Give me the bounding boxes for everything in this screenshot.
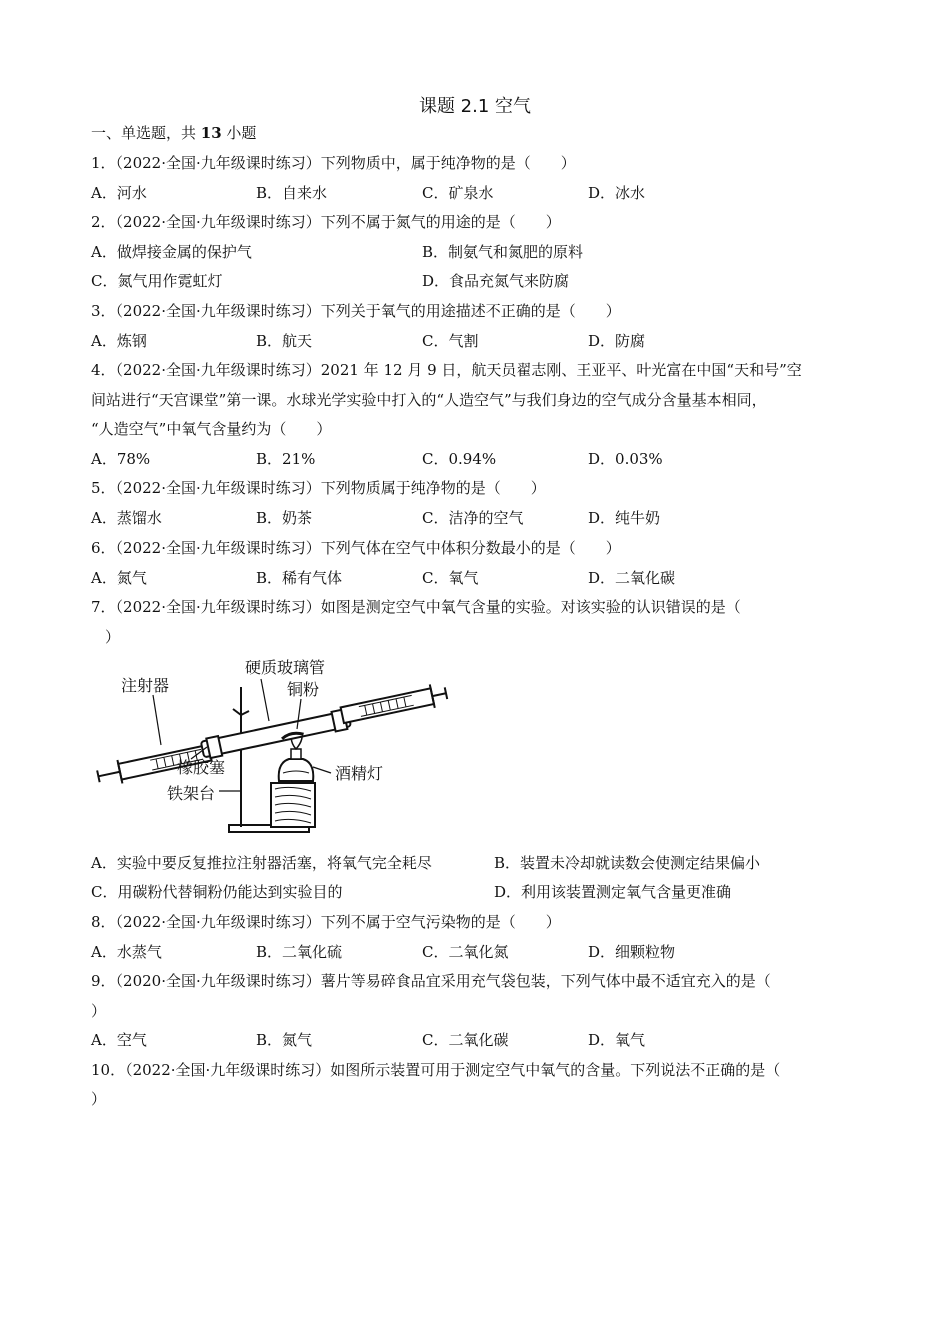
label-hard-glass-tube: 硬质玻璃管 [245, 658, 326, 677]
q7-option-c: C．用碳粉代替铜粉仍能达到实验目的 [91, 883, 343, 901]
q9-option-b: B．氮气 [256, 1031, 313, 1049]
q3-option-c: C．气割 [422, 332, 479, 350]
question-4-stem-line3: “人造空气”中氧气含量约为（ ） [91, 420, 332, 438]
leader-syringe [153, 695, 161, 745]
syringe-right [340, 681, 449, 727]
q6-option-a: A．氮气 [91, 569, 147, 587]
q8-option-d: D．细颗粒物 [588, 943, 676, 961]
question-2-stem: 2．（2022·全国·九年级课时练习）下列不属于氮气的用途的是（ ） [91, 213, 561, 231]
q4-option-c: C．0.94% [422, 450, 497, 468]
q5-option-c: C．洁净的空气 [422, 509, 524, 527]
label-iron-stand: 铁架台 [167, 784, 216, 803]
leader-lamp [313, 767, 331, 773]
question-10-stem-line1: 10．（2022·全国·九年级课时练习）如图所示装置可用于测定空气中氧气的含量。下列说法不正确的是（ [91, 1061, 781, 1079]
q6-option-d: D．二氧化碳 [588, 569, 676, 587]
question-4-stem-line1: 4．（2022·全国·九年级课时练习）2021 年 12 月 9 日，航天员翟志刚、王亚平、叶光富在中国“天和号”空 [91, 361, 802, 379]
question-4-stem-line2: 间站进行“天宫课堂”第一课。水球光学实验中打入的“人造空气”与我们身边的空气成分含量基本相同， [91, 391, 767, 409]
question-10-stem-line2: ） [91, 1090, 107, 1108]
q2-option-b: B．制氨气和氮肥的原料 [422, 243, 584, 261]
q1-option-b: B．自来水 [256, 184, 328, 202]
q6-option-b: B．稀有气体 [256, 569, 343, 587]
page-title: 课题 2.1 空气 [418, 96, 532, 117]
q2-option-a: A．做焊接金属的保护气 [91, 243, 252, 261]
section-prefix: 一、单选题，共 [91, 124, 201, 142]
q9-option-d: D．氧气 [588, 1031, 646, 1049]
question-5-stem: 5．（2022·全国·九年级课时练习）下列物质属于纯净物的是（ ） [91, 479, 546, 497]
q1-option-c: C．矿泉水 [422, 184, 494, 202]
q3-option-d: D．防腐 [588, 332, 646, 350]
section-count: 13 [200, 124, 222, 142]
q7-option-b: B．装置未冷却就读数会使测定结果偏小 [494, 854, 761, 872]
q5-option-b: B．奶茶 [256, 509, 313, 527]
label-rubber-stopper: 橡胶塞 [177, 758, 226, 777]
q5-option-d: D．纯牛奶 [588, 509, 661, 527]
alcohol-lamp-body [279, 759, 314, 781]
q8-option-a: A．水蒸气 [91, 943, 162, 961]
question-3-stem: 3．（2022·全国·九年级课时练习）下列关于氧气的用途描述不正确的是（ ） [91, 302, 621, 320]
q7-option-d: D．利用该装置测定氧气含量更准确 [494, 883, 732, 901]
q5-option-a: A．蒸馏水 [91, 509, 162, 527]
q4-option-a: A．78% [91, 450, 151, 468]
experiment-apparatus-figure [91, 655, 451, 845]
q1-option-d: D．冰水 [588, 184, 646, 202]
leader-tube [261, 679, 269, 721]
label-alcohol-lamp: 酒精灯 [335, 764, 384, 783]
section-heading [91, 122, 256, 144]
q8-option-c: C．二氧化氮 [422, 943, 509, 961]
q6-option-c: C．氧气 [422, 569, 479, 587]
question-9-stem-line1: 9．（2020·全国·九年级课时练习）薯片等易碎食品宜采用充气袋包装，下列气体中最不适宜充入的是（ [91, 972, 771, 990]
q1-option-a: A．河水 [91, 184, 147, 202]
question-1-stem: 1．（2022·全国·九年级课时练习）下列物质中，属于纯净物的是（ ） [91, 154, 576, 172]
q7-option-a: A．实验中要反复推拉注射器活塞，将氧气完全耗尽 [91, 854, 432, 872]
question-6-stem: 6．（2022·全国·九年级课时练习）下列气体在空气中体积分数最小的是（ ） [91, 539, 621, 557]
q4-option-d: D．0.03% [588, 450, 663, 468]
question-7-stem-line2: ） [105, 628, 121, 646]
hard-glass-tube [200, 709, 351, 760]
q2-option-d: D．食品充氮气来防腐 [422, 272, 570, 290]
q9-option-a: A．空气 [91, 1031, 147, 1049]
question-7-stem-line1: 7．（2022·全国·九年级课时练习）如图是测定空气中氧气含量的实验。对该实验的认识错误的是（ [91, 598, 741, 616]
label-copper-powder: 铜粉 [287, 680, 320, 699]
question-9-stem-line2: ） [91, 1002, 107, 1020]
alcohol-lamp-neck [291, 749, 301, 759]
q9-option-c: C．二氧化碳 [422, 1031, 509, 1049]
q4-option-b: B．21% [256, 450, 316, 468]
label-syringe: 注射器 [121, 676, 170, 695]
q8-option-b: B．二氧化硫 [256, 943, 343, 961]
q3-option-a: A．炼钢 [91, 332, 147, 350]
section-suffix: 小题 [221, 124, 257, 142]
question-8-stem: 8．（2022·全国·九年级课时练习）下列不属于空气污染物的是（ ） [91, 913, 561, 931]
q3-option-b: B．航天 [256, 332, 313, 350]
q2-option-c: C．氮气用作霓虹灯 [91, 272, 223, 290]
